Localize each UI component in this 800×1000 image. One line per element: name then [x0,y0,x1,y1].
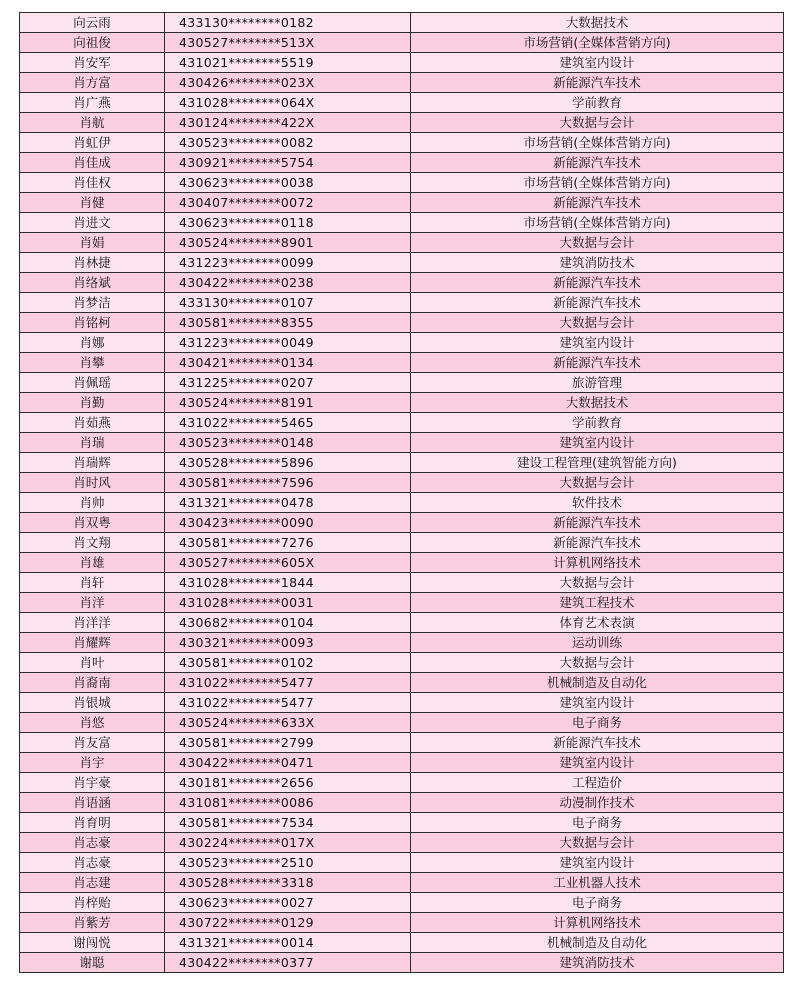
name-cell: 谢闯悦 [20,933,165,953]
name-cell: 肖娟 [20,233,165,253]
table-row [20,713,784,733]
name-cell: 肖紫芳 [20,913,165,933]
name-cell: 肖茹燕 [20,413,165,433]
major-cell: 新能源汽车技术 [411,153,784,173]
major-cell: 旅游管理 [411,373,784,393]
name-cell: 肖航 [20,113,165,133]
name-cell: 肖育明 [20,813,165,833]
table-row [20,893,784,913]
id-number-cell: 430581********0102 [165,653,411,673]
name-cell: 肖悠 [20,713,165,733]
table-row [20,353,784,373]
table-row [20,413,784,433]
name-cell: 肖健 [20,193,165,213]
name-cell: 肖宇 [20,753,165,773]
table-row [20,453,784,473]
major-cell: 建筑室内设计 [411,753,784,773]
major-cell: 大数据与会计 [411,653,784,673]
id-number-cell: 430407********0072 [165,193,411,213]
major-cell: 建筑室内设计 [411,853,784,873]
table-row [20,793,784,813]
id-number-cell: 430581********7534 [165,813,411,833]
table-row [20,833,784,853]
major-cell: 机械制造及自动化 [411,933,784,953]
major-cell: 新能源汽车技术 [411,73,784,93]
major-cell: 大数据技术 [411,393,784,413]
id-number-cell: 430921********5754 [165,153,411,173]
major-cell: 建筑室内设计 [411,433,784,453]
table-row [20,93,784,113]
id-number-cell: 431022********5477 [165,673,411,693]
table-row [20,213,784,233]
roster-body [20,13,784,973]
table-row [20,913,784,933]
table-row [20,253,784,273]
id-number-cell: 430422********0238 [165,273,411,293]
table-row [20,613,784,633]
name-cell: 肖银城 [20,693,165,713]
id-number-cell: 430181********2656 [165,773,411,793]
major-cell: 新能源汽车技术 [411,293,784,313]
major-cell: 大数据与会计 [411,473,784,493]
major-cell: 大数据与会计 [411,313,784,333]
table-row [20,233,784,253]
table-row [20,733,784,753]
name-cell: 肖瑞 [20,433,165,453]
name-cell: 肖方富 [20,73,165,93]
id-number-cell: 431321********0014 [165,933,411,953]
major-cell: 市场营销(全媒体营销方向) [411,173,784,193]
major-cell: 学前教育 [411,93,784,113]
major-cell: 大数据与会计 [411,113,784,133]
table-row [20,433,784,453]
name-cell: 肖叶 [20,653,165,673]
major-cell: 建筑室内设计 [411,53,784,73]
major-cell: 市场营销(全媒体营销方向) [411,33,784,53]
table-row [20,313,784,333]
name-cell: 肖双粤 [20,513,165,533]
name-cell: 肖文翔 [20,533,165,553]
name-cell: 肖进文 [20,213,165,233]
table-row [20,153,784,173]
id-number-cell: 430321********0093 [165,633,411,653]
id-number-cell: 430524********8191 [165,393,411,413]
major-cell: 新能源汽车技术 [411,353,784,373]
major-cell: 新能源汽车技术 [411,273,784,293]
id-number-cell: 430523********2510 [165,853,411,873]
major-cell: 大数据技术 [411,13,784,33]
id-number-cell: 431022********5477 [165,693,411,713]
table-row [20,873,784,893]
name-cell: 向云雨 [20,13,165,33]
table-row [20,753,784,773]
name-cell: 肖洋 [20,593,165,613]
major-cell: 建筑消防技术 [411,253,784,273]
table-row [20,133,784,153]
major-cell: 大数据与会计 [411,833,784,853]
id-number-cell: 430124********422X [165,113,411,133]
table-row [20,33,784,53]
id-number-cell: 430524********633X [165,713,411,733]
major-cell: 学前教育 [411,413,784,433]
name-cell: 肖虹伊 [20,133,165,153]
name-cell: 肖梓贻 [20,893,165,913]
table-row [20,393,784,413]
name-cell: 肖时风 [20,473,165,493]
id-number-cell: 431028********064X [165,93,411,113]
major-cell: 电子商务 [411,713,784,733]
id-number-cell: 431021********5519 [165,53,411,73]
major-cell: 工程造价 [411,773,784,793]
major-cell: 新能源汽车技术 [411,733,784,753]
major-cell: 建设工程管理(建筑智能方向) [411,453,784,473]
table-row [20,653,784,673]
name-cell: 肖宇豪 [20,773,165,793]
table-row [20,293,784,313]
name-cell: 肖佳成 [20,153,165,173]
name-cell: 肖志豪 [20,853,165,873]
major-cell: 计算机网络技术 [411,913,784,933]
name-cell: 肖林捷 [20,253,165,273]
id-number-cell: 430224********017X [165,833,411,853]
table-row [20,173,784,193]
table-row [20,53,784,73]
id-number-cell: 431321********0478 [165,493,411,513]
name-cell: 肖佳权 [20,173,165,193]
name-cell: 肖洋洋 [20,613,165,633]
name-cell: 肖勤 [20,393,165,413]
major-cell: 市场营销(全媒体营销方向) [411,213,784,233]
id-number-cell: 430682********0104 [165,613,411,633]
id-number-cell: 431081********0086 [165,793,411,813]
major-cell: 新能源汽车技术 [411,193,784,213]
major-cell: 运动训练 [411,633,784,653]
id-number-cell: 430423********0090 [165,513,411,533]
major-cell: 机械制造及自动化 [411,673,784,693]
id-number-cell: 430523********0148 [165,433,411,453]
table-row [20,573,784,593]
name-cell: 肖安军 [20,53,165,73]
table-row [20,813,784,833]
major-cell: 建筑室内设计 [411,693,784,713]
id-number-cell: 430523********0082 [165,133,411,153]
id-number-cell: 430426********023X [165,73,411,93]
table-row [20,693,784,713]
table-row [20,193,784,213]
id-number-cell: 430421********0134 [165,353,411,373]
id-number-cell: 433130********0182 [165,13,411,33]
major-cell: 建筑工程技术 [411,593,784,613]
table-row [20,533,784,553]
table-row [20,273,784,293]
major-cell: 动漫制作技术 [411,793,784,813]
id-number-cell: 430422********0471 [165,753,411,773]
name-cell: 肖语涵 [20,793,165,813]
major-cell: 建筑室内设计 [411,333,784,353]
id-number-cell: 430581********2799 [165,733,411,753]
name-cell: 肖轩 [20,573,165,593]
major-cell: 新能源汽车技术 [411,533,784,553]
name-cell: 肖裔南 [20,673,165,693]
name-cell: 肖雄 [20,553,165,573]
id-number-cell: 431028********0031 [165,593,411,613]
id-number-cell: 431223********0099 [165,253,411,273]
table-row [20,633,784,653]
table-row [20,933,784,953]
id-number-cell: 430623********0118 [165,213,411,233]
table-row [20,73,784,93]
name-cell: 肖佩瑶 [20,373,165,393]
table-row [20,773,784,793]
major-cell: 新能源汽车技术 [411,513,784,533]
name-cell: 肖帅 [20,493,165,513]
major-cell: 体育艺术表演 [411,613,784,633]
id-number-cell: 430722********0129 [165,913,411,933]
name-cell: 肖志豪 [20,833,165,853]
id-number-cell: 431223********0049 [165,333,411,353]
name-cell: 肖娜 [20,333,165,353]
id-number-cell: 430527********605X [165,553,411,573]
table-row [20,593,784,613]
table-row [20,13,784,33]
name-cell: 谢聪 [20,953,165,973]
major-cell: 软件技术 [411,493,784,513]
table-row [20,113,784,133]
id-number-cell: 431028********1844 [165,573,411,593]
name-cell: 肖梦洁 [20,293,165,313]
major-cell: 电子商务 [411,893,784,913]
id-number-cell: 430422********0377 [165,953,411,973]
table-row [20,333,784,353]
table-row [20,853,784,873]
id-number-cell: 430581********8355 [165,313,411,333]
major-cell: 市场营销(全媒体营销方向) [411,133,784,153]
id-number-cell: 430623********0038 [165,173,411,193]
id-number-cell: 430528********3318 [165,873,411,893]
major-cell: 计算机网络技术 [411,553,784,573]
table-row [20,373,784,393]
name-cell: 肖络斌 [20,273,165,293]
name-cell: 肖瑞辉 [20,453,165,473]
name-cell: 肖广燕 [20,93,165,113]
major-cell: 工业机器人技术 [411,873,784,893]
name-cell: 肖攀 [20,353,165,373]
id-number-cell: 430524********8901 [165,233,411,253]
name-cell: 肖铭柯 [20,313,165,333]
id-number-cell: 430581********7596 [165,473,411,493]
major-cell: 大数据与会计 [411,573,784,593]
id-number-cell: 431225********0207 [165,373,411,393]
id-number-cell: 433130********0107 [165,293,411,313]
table-row [20,553,784,573]
major-cell: 大数据与会计 [411,233,784,253]
name-cell: 向祖俊 [20,33,165,53]
name-cell: 肖友富 [20,733,165,753]
table-row [20,673,784,693]
id-number-cell: 430528********5896 [165,453,411,473]
major-cell: 建筑消防技术 [411,953,784,973]
major-cell: 电子商务 [411,813,784,833]
id-number-cell: 430581********7276 [165,533,411,553]
id-number-cell: 431022********5465 [165,413,411,433]
name-cell: 肖耀辉 [20,633,165,653]
table-row [20,473,784,493]
id-number-cell: 430623********0027 [165,893,411,913]
id-number-cell: 430527********513X [165,33,411,53]
table-row [20,953,784,973]
table-row [20,493,784,513]
name-cell: 肖志建 [20,873,165,893]
student-roster-table [19,12,784,973]
table-row [20,513,784,533]
